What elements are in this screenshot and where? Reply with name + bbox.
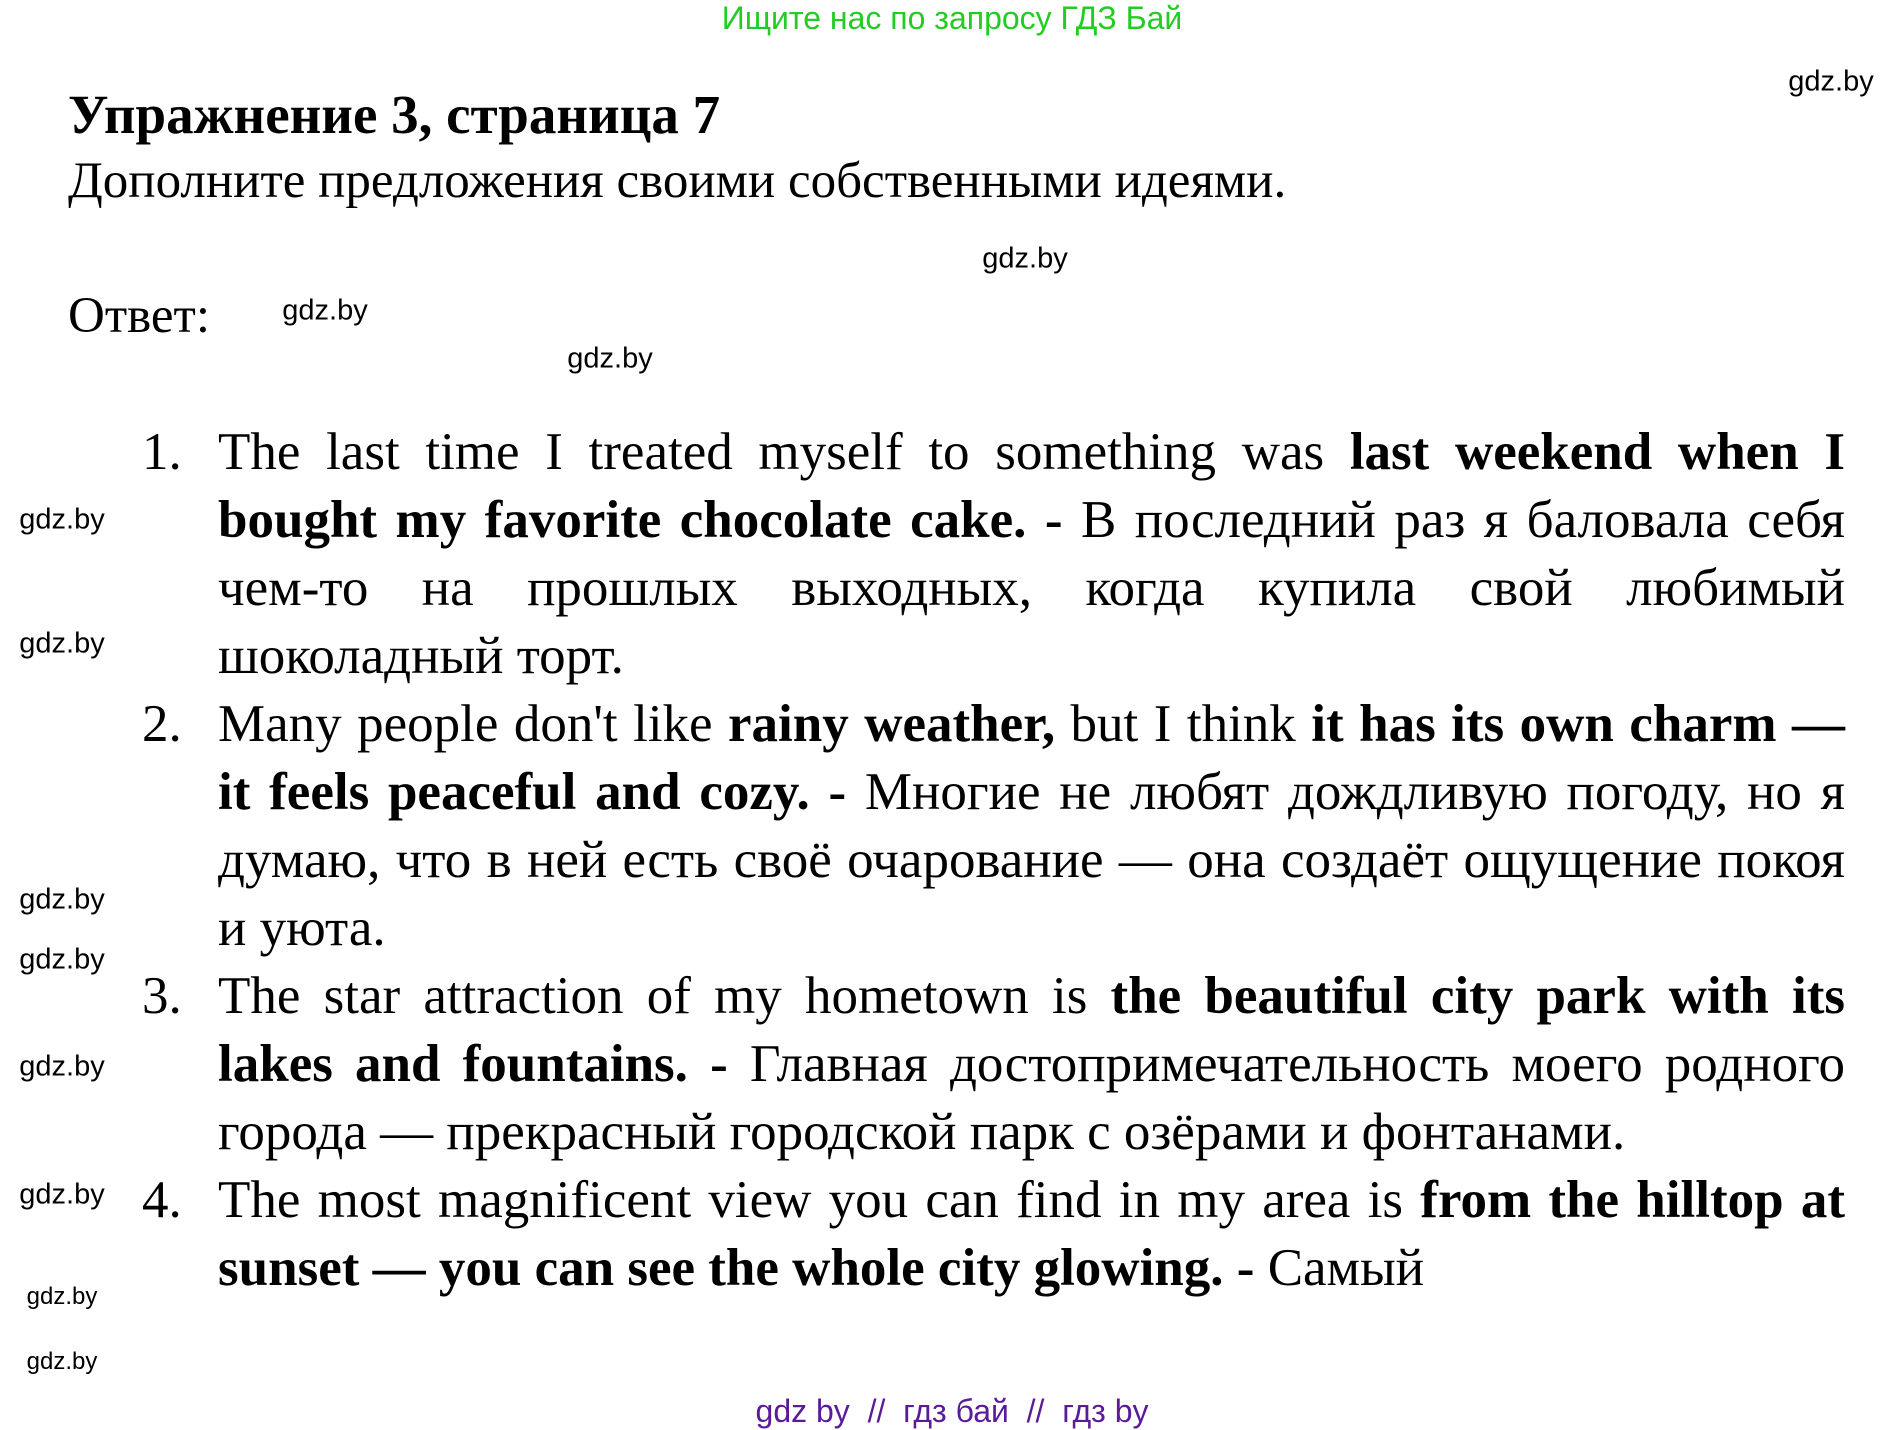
watermark: gdz.by — [19, 627, 105, 660]
exercise-title: Упражнение 3, страница 7 — [68, 84, 721, 145]
list-item — [0, 690, 1845, 962]
sentence-text: The star attraction of my hometown is — [218, 967, 1111, 1025]
answer-label: Ответ: — [68, 288, 210, 344]
watermark: gdz.by — [282, 294, 368, 327]
watermark: gdz.by — [26, 1283, 98, 1310]
item-number: 3. — [142, 967, 182, 1025]
exercise-instruction: Дополните предложения своими собственными идеями. — [68, 153, 1287, 209]
translation: В последний раз я баловала себя чем-то на прошлых выходных, когда купила свой любимый шоколадный торт. — [218, 491, 1845, 685]
footer-links: gdz by // гдз бай // гдз by — [755, 1393, 1149, 1429]
answer-bold: the beautiful city park with its lakes and fountains. - — [218, 967, 1845, 1093]
answer-bold: from the hilltop at sunset — you can see the whole city glowing. - — [218, 1171, 1845, 1297]
sentence-text: The most magnificent view you can find in my area is — [218, 1171, 1421, 1229]
watermark: gdz.by — [1788, 65, 1874, 98]
sentence-text: Many people don't like — [218, 695, 729, 753]
item-number: 1. — [142, 423, 182, 481]
watermark: gdz.by — [19, 1178, 105, 1211]
list-item — [0, 962, 1845, 1166]
list-item — [0, 418, 1845, 690]
watermark: gdz.by — [19, 883, 105, 916]
translation: Главная достопримечательность моего родного города — прекрасный городской парк с озёрами и фонтанами. — [218, 1035, 1845, 1161]
answer-bold: last weekend when I bought my favorite chocolate cake. - — [218, 423, 1845, 549]
translation: Многие не любят дождливую погоду, но я думаю, что в ней есть своё очарование — она создаёт ощущение покоя и уюта. — [218, 763, 1845, 957]
answer-bold: rainy weather, — [728, 695, 1056, 753]
search-banner: Ищите нас по запросу ГДЗ Бай — [721, 0, 1183, 36]
list-item — [0, 1166, 1845, 1302]
translation: Самый — [1254, 1239, 1425, 1297]
watermark: gdz.by — [26, 1348, 98, 1375]
sentence-text: The last time I treated myself to something was — [218, 423, 1350, 481]
watermark: gdz.by — [19, 503, 105, 536]
item-number: 4. — [142, 1171, 182, 1229]
watermark: gdz.by — [567, 342, 653, 375]
answer-list — [0, 418, 1845, 1302]
watermark: gdz.by — [19, 1050, 105, 1083]
watermark: gdz.by — [982, 242, 1068, 275]
watermark: gdz.by — [19, 943, 105, 976]
sentence-text: but I think — [1055, 695, 1312, 753]
item-number: 2. — [142, 695, 182, 753]
answer-bold: it has its own charm — it feels peaceful and cozy. - — [218, 695, 1845, 821]
